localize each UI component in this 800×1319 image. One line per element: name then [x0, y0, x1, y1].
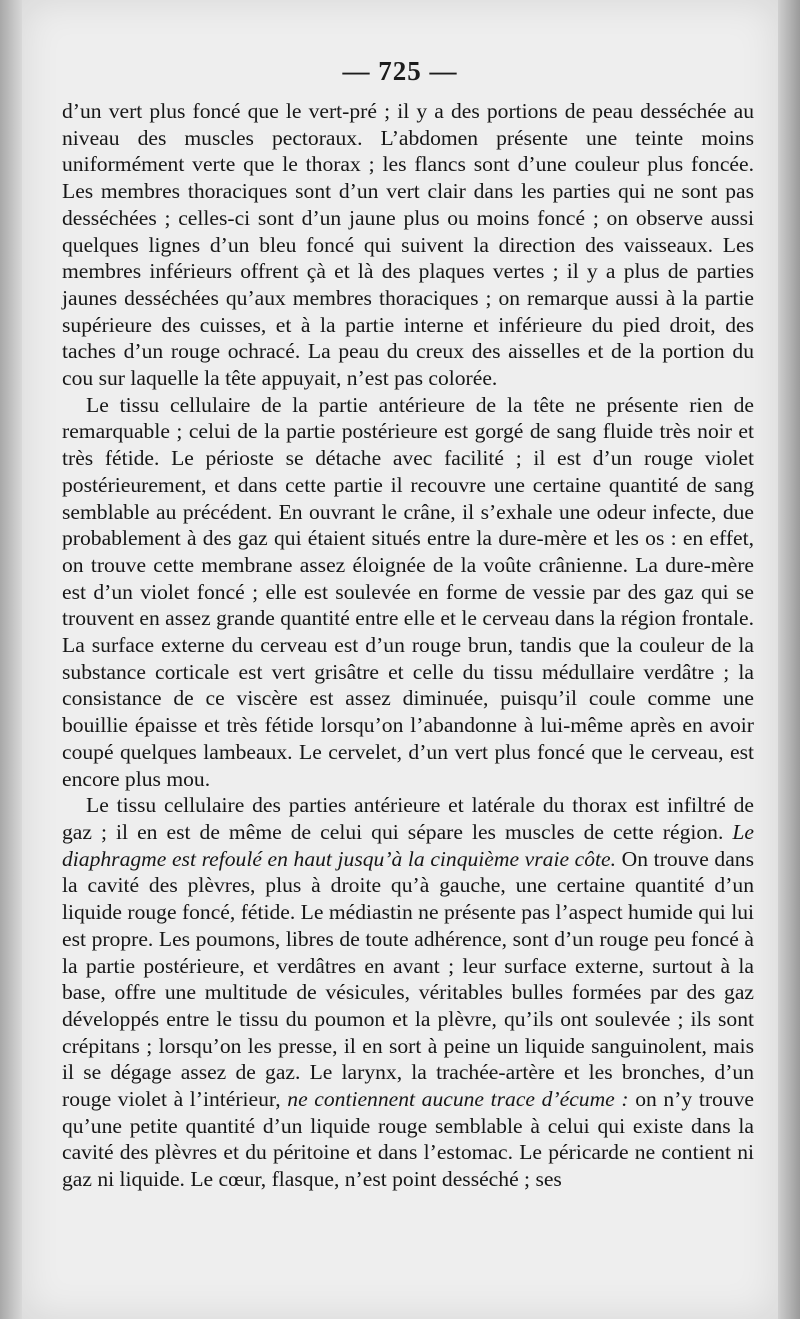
- page-left-shadow: [0, 0, 22, 1319]
- text-segment: Le tissu cellulaire des parties antérieure et latérale du thorax est infiltré de gaz ; il en est de même de celui qui sépare les muscles de cette région.: [62, 793, 754, 844]
- body-text: [62, 98, 754, 1193]
- paragraph-3: [62, 792, 754, 1193]
- paragraph-2: [62, 392, 754, 793]
- text-segment: On trouve dans la cavité des plèvres, plus à droite qu’à gauche, une certaine quantité d’un liquide rouge foncé, fétide. Le médiastin ne présente pas l’aspect humide qui lui est propre. Les poumons, libres de toute adhérence, sont d’un rouge peu foncé à la partie postérieure, et verdâtres en avant ; leur surface externe, surtout à la base, offre une multitude de vésicules, véritables bulles formées par des gaz développés entre le tissu du poumon et la plèvre, qu’ils ont soulevée ; ils sont crépitans ; lorsqu’on les presse, il en sort à peine un liquide sanguinolent, mais il se dégage assez de gaz. Le larynx, la trachée-artère et les bronches, d’un rouge violet à l’intérieur,: [62, 846, 754, 1112]
- paragraph-1: [62, 98, 754, 392]
- text-segment: Le tissu cellulaire de la partie antérieure de la tête ne présente rien de remarquable ; celui de la partie postérieure est gorgé de sang fluide très noir et très fétide. Le périoste se détache avec facilité ; il est d’un rouge violet postérieurement, et dans cette partie il recouvre une certaine quantité de sang semblable au précédent. En ouvrant le crâne, il s’exhale une odeur infecte, due probablement à des gaz qui étaient situés entre la dure-mère et les os : en effet, on trouve cette membrane assez éloignée de la voûte crânienne. La dure-mère est d’un violet foncé ; elle est soulevée en forme de vessie par des gaz qui se trouvent en assez grande quantité entre elle et le cerveau dans la région frontale. La surface externe du cerveau est d’un rouge brun, tandis que la couleur de la substance corticale est vert grisâtre et celle du tissu médullaire verdâtre ; la consistance de ce viscère est assez diminuée, puisqu’il coule comme une bouillie épaisse et très fétide lorsqu’on l’abandonne à lui-même après en avoir coupé quelques lambeaux. Le cervelet, d’un vert plus foncé que le cerveau, est encore plus mou.: [62, 392, 754, 791]
- text-segment: d’un vert plus foncé que le vert-pré ; il y a des portions de peau desséchée au niveau des muscles pectoraux. L’abdomen présente une teinte moins uniformément verte que le thorax ; les flancs sont d’une couleur plus foncée. Les membres thoraciques sont d’un vert clair dans les parties qui ne sont pas desséchées ; celles-ci sont d’un jaune plus ou moins foncé ; on observe aussi quelques lignes d’un bleu foncé qui suivent la direction des vaisseaux. Les membres inférieurs offrent çà et là des plaques vertes ; il y a plus de parties jaunes desséchées qu’aux membres thoraciques ; on remarque aussi à la partie supérieure des cuisses, et à la partie interne et inférieure du pied droit, des taches d’un rouge ochracé. La peau du creux des aisselles et de la portion du cou sur laquelle la tête appuyait, n’est pas colorée.: [62, 99, 754, 391]
- italic-text-segment: Le diaphragme est refoulé en haut jusqu’à la cinquième vraie côte.: [62, 819, 754, 871]
- page-number: — 725 —: [342, 56, 458, 86]
- italic-text-segment: ne contiennent aucune trace d’écume :: [287, 1087, 629, 1112]
- text-segment: on n’y trouve qu’une petite quantité d’un liquide rouge semblable à celui qui existe dans la cavité des plèvres et du péritoine et dans l’estomac. Le péricarde ne contient ni gaz ni liquide. Le cœur, flasque, n’est point desséché ; ses: [62, 1087, 754, 1192]
- page-right-edge: [778, 0, 800, 1319]
